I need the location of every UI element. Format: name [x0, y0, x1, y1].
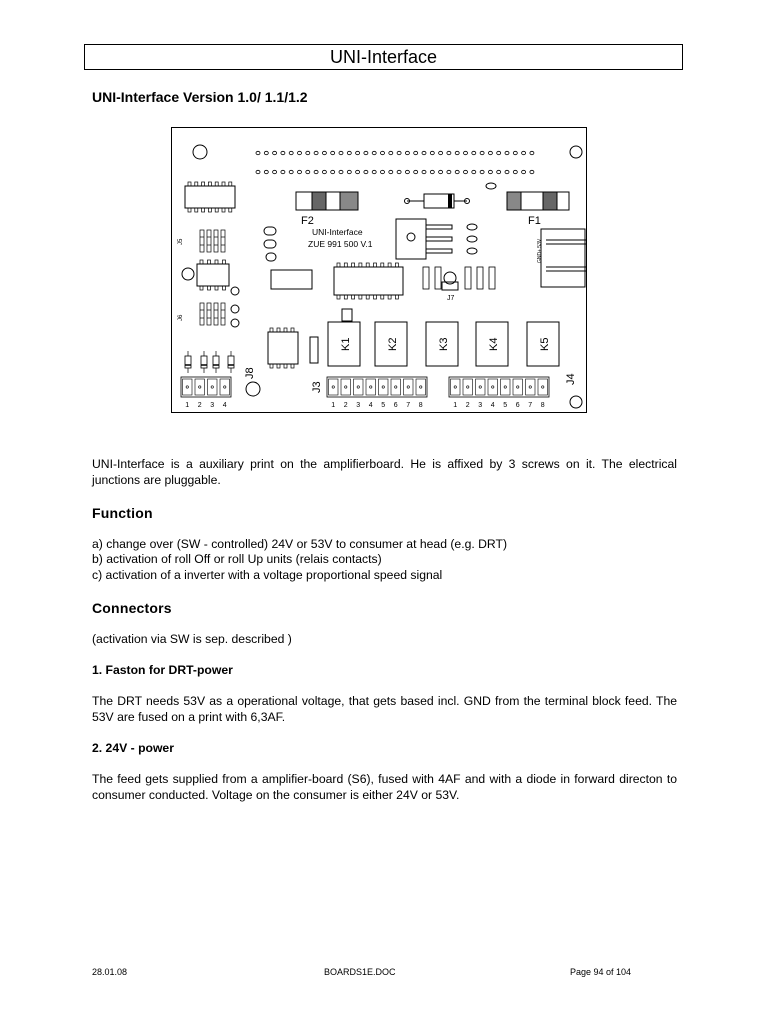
function-item: a) change over (SW - controlled) 24V or 53V to consumer at head (e.g. DRT) [92, 537, 508, 551]
terminal-pin-label: 5 [503, 402, 508, 409]
function-item: b) activation of roll Off or roll Up units (relais contacts) [92, 552, 382, 566]
footer-date: 28.01.08 [92, 967, 128, 977]
page-header [84, 44, 683, 70]
intro-paragraph: UNI-Interface is a auxiliary print on the amplifierboard. He is affixed by 3 screws on it. The electrical junctions are pluggable. [92, 457, 677, 487]
terminal-pin-label: 6 [393, 402, 398, 409]
footer-page: Page 94 of 104 [570, 967, 632, 977]
terminal-pin-label: 8 [540, 402, 545, 409]
terminal-pin-label: 3 [356, 402, 361, 409]
terminal-pin-label: 2 [465, 402, 470, 409]
connector-2-title: 2. 24V - power [92, 741, 174, 755]
function-item: c) activation of a inverter with a voltage proportional speed signal [92, 568, 443, 582]
terminal-pin-label: 3 [478, 402, 483, 409]
terminal-pin-label: 1 [331, 402, 336, 409]
relay-label: K3 [438, 337, 450, 351]
relay-label: K5 [539, 337, 551, 351]
relay-label: K1 [340, 337, 352, 351]
terminal-pin-label: 4 [490, 402, 495, 409]
label-j8: J8 [244, 367, 256, 379]
label-j6: J6 [178, 314, 184, 321]
label-gnd: GND [537, 251, 543, 263]
label-j4: J4 [565, 373, 577, 385]
page-header-title: UNI-Interface [329, 47, 438, 67]
terminal-pin-label: 4 [222, 402, 227, 409]
terminal-pin-label: 5 [381, 402, 386, 409]
connector-2-text: The feed gets supplied from a amplifier-board (S6), fused with 4AF and with a diode in forward directon to consumer conducted. Voltage on the consumer is either 24V or 53V. [92, 772, 677, 802]
label-j3: J3 [311, 381, 323, 393]
terminal-pin-label: 4 [368, 402, 373, 409]
label-f2: F2 [301, 215, 314, 227]
terminal-pin-label: 2 [197, 402, 202, 409]
connector-1-text: The DRT needs 53V as a operational voltage, that gets based incl. GND from the terminal block feed. The 53V are fused on a print with 6,3AF. [92, 694, 677, 724]
label-j7: J7 [447, 295, 455, 302]
terminal-pin-label: 7 [528, 402, 533, 409]
relay-label: K2 [387, 337, 399, 351]
terminal-pin-label: 6 [515, 402, 520, 409]
label-53v: + 53V [537, 238, 543, 252]
connector-1-title: 1. Faston for DRT-power [92, 663, 233, 677]
label-f1: F1 [528, 215, 541, 227]
board-part-number: ZUE 991 500 V.1 [308, 239, 373, 249]
relay-label: K4 [488, 337, 500, 351]
terminal-pin-label: 1 [453, 402, 458, 409]
board-name: UNI-Interface [312, 227, 363, 237]
function-heading: Function [92, 505, 153, 521]
board-diagram [171, 127, 587, 413]
footer-file: BOARDS1E.DOC [324, 967, 396, 977]
terminal-pin-label: 2 [343, 402, 348, 409]
terminal-pin-label: 7 [406, 402, 411, 409]
terminal-pin-label: 8 [418, 402, 423, 409]
terminal-pin-label: 3 [210, 402, 215, 409]
label-j5: J5 [178, 238, 184, 245]
section-title: UNI-Interface Version 1.0/ 1.1/1.2 [92, 89, 308, 105]
terminal-pin-label: 1 [185, 402, 190, 409]
connectors-note: (activation via SW is sep. described ) [92, 632, 292, 646]
connectors-heading: Connectors [92, 600, 172, 616]
